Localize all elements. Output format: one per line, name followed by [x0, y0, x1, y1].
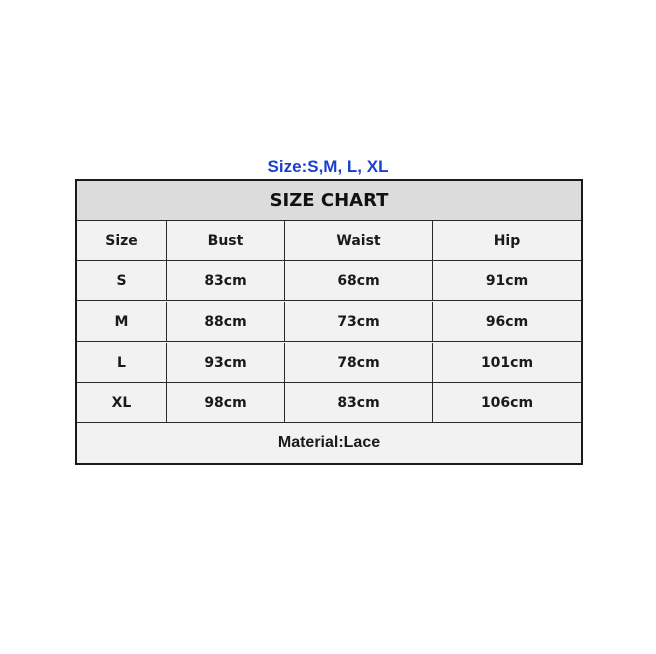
bust-cell: 93cm [167, 343, 285, 382]
size-cell: XL [77, 383, 167, 422]
waist-cell: 73cm [285, 302, 433, 341]
table-row [77, 261, 581, 301]
bust-cell: 98cm [167, 383, 285, 422]
bust-cell: 88cm [167, 302, 285, 341]
chart-title: SIZE CHART [77, 181, 581, 221]
size-grid [77, 221, 581, 423]
hip-cell: 91cm [485, 272, 529, 289]
header-cell-waist: Waist [285, 221, 433, 260]
size-cell: M [77, 302, 167, 341]
hip-cell: 96cm [485, 313, 529, 330]
size-heading: Size:S,M, L, XL [267, 157, 389, 176]
table-row [77, 383, 581, 423]
waist-cell: 68cm [285, 261, 433, 300]
waist-cell: 78cm [285, 343, 433, 382]
material-note: Material:Lace [277, 434, 381, 451]
hip-cell: 106cm [480, 394, 534, 411]
header-cell-bust: Bust [167, 221, 285, 260]
size-chart-table [75, 179, 583, 465]
table-row [77, 302, 581, 342]
waist-cell: 83cm [285, 383, 433, 422]
header-row [77, 221, 581, 261]
size-cell: L [77, 343, 167, 382]
bust-cell: 83cm [167, 261, 285, 300]
header-cell-hip: Hip [493, 232, 521, 249]
header-cell-size: Size [77, 221, 167, 260]
table-row [77, 343, 581, 383]
size-cell: S [77, 261, 167, 300]
hip-cell: 101cm [480, 354, 534, 371]
